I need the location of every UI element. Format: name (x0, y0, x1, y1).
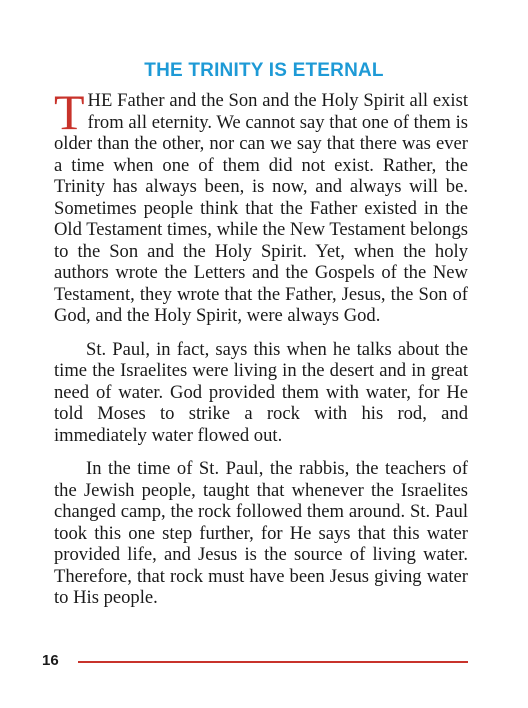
paragraph-1-text: HE Father and the Son and the Holy Spirit all exist from all eternity. We cannot say that one of them is older than the other, nor can we say that there was ever a time when one of them did not exist. Rather, the Trinity has always been, is now, and always will be. Sometimes people think that the Father existed in the Old Testament times, while the New Testament belongs to the Son and the Holy Spirit. Yet, when the holy authors wrote the Letters and the Gospels of the New Testament, they wrote that the Father, Jesus, the Son of God, and the Holy Spirit, were always God. (54, 90, 468, 326)
drop-cap: T (54, 84, 85, 140)
footer-rule (78, 661, 468, 663)
paragraph-3: In the time of St. Paul, the rabbis, the teachers of the Jewish people, taught that whenever the Israelites changed camp, the rock followed them around. St. Paul took this one step further, for He says that this water provided life, and Jesus is the source of living water. Therefore, that rock must have been Jesus giving water to His people. (54, 458, 468, 608)
page-number: 16 (42, 652, 59, 669)
page-footer (42, 652, 468, 670)
paragraph-1 (54, 84, 468, 327)
paragraph-2: St. Paul, in fact, says this when he talks about the time the Israelites were living in the desert and in great need of water. God provided them with water, for He told Moses to strike a rock with his rod, and immediately water flowed out. (54, 338, 468, 446)
body-text (54, 84, 468, 621)
page-title: THE TRINITY IS ETERNAL (144, 60, 384, 81)
